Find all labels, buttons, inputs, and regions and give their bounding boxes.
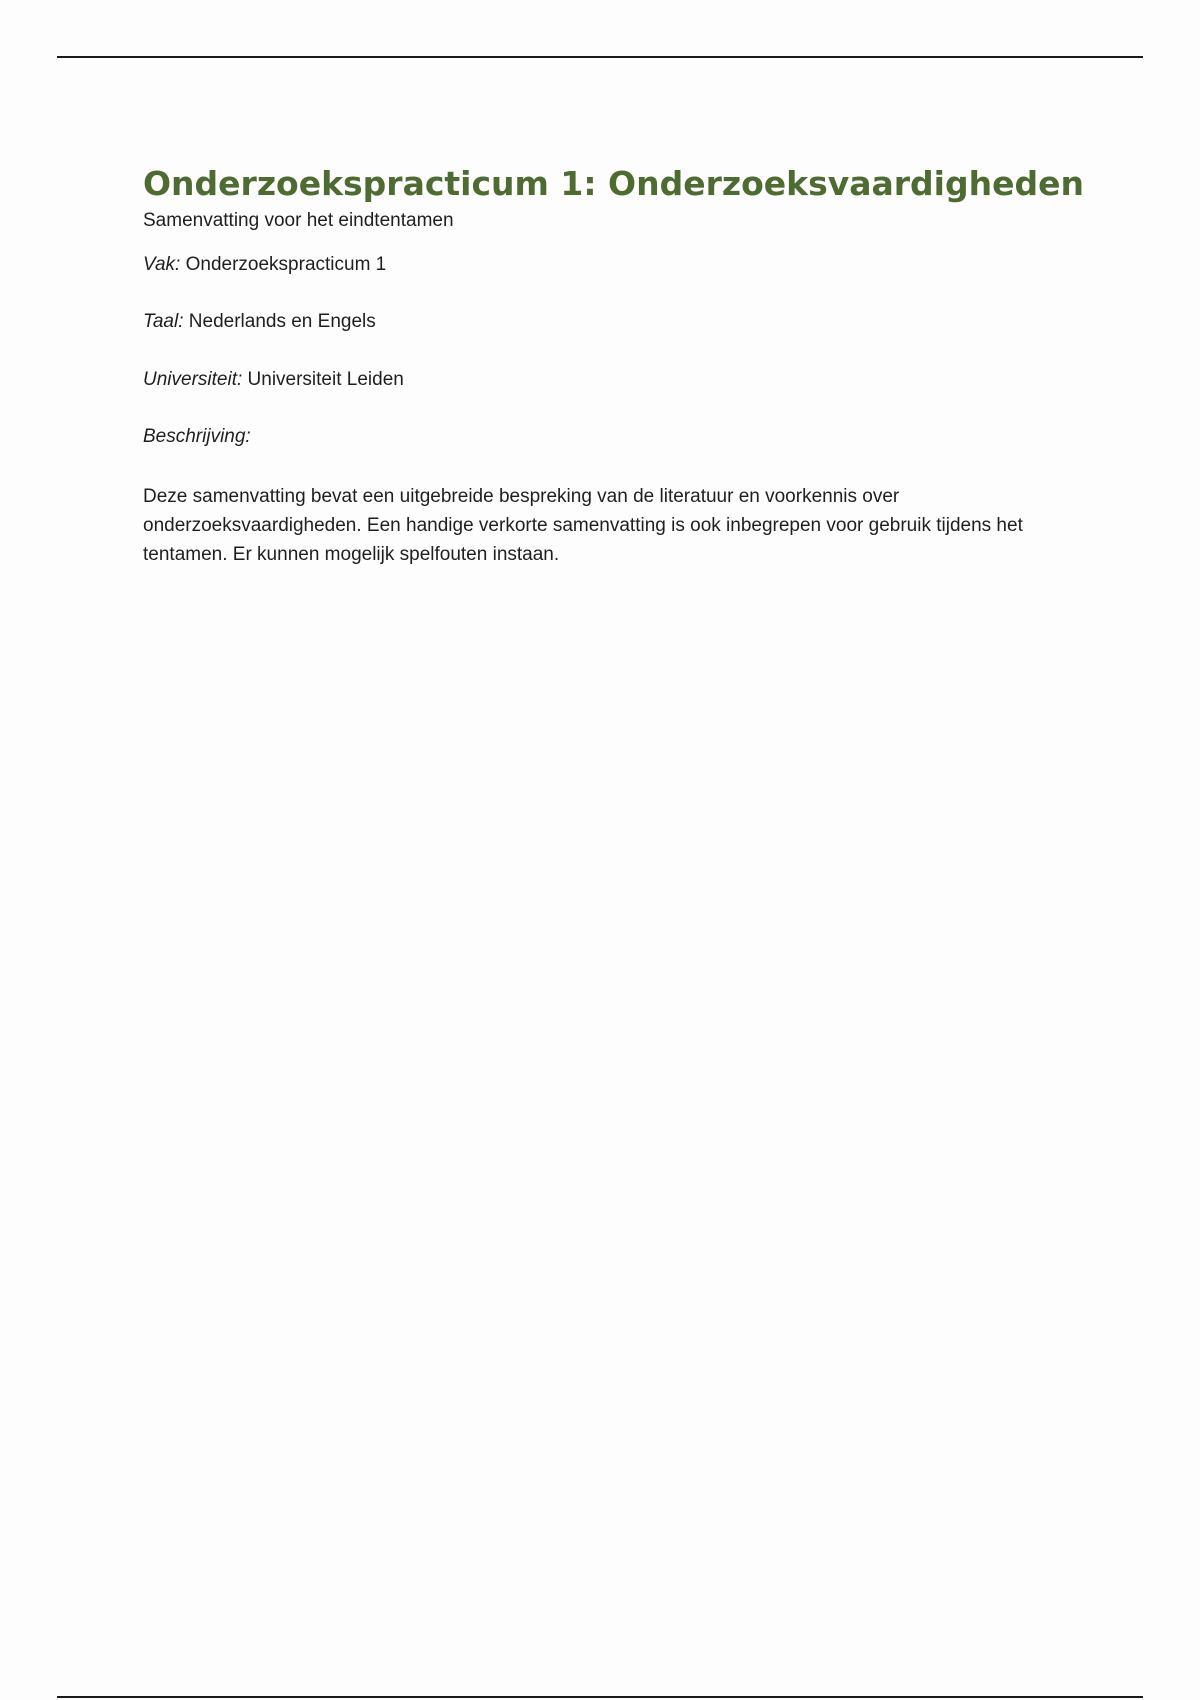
field-taal-label: Taal: [143,311,184,332]
field-beschrijving-label: Beschrijving: [143,426,251,447]
field-taal-value: Nederlands en Engels [183,311,376,332]
field-vak [143,252,1063,278]
field-vak-value: Onderzoekspracticum 1 [180,254,387,275]
field-universiteit [143,367,1063,393]
header-rule [57,56,1143,58]
footer-rule [57,1696,1143,1698]
field-universiteit-value: Universiteit Leiden [242,369,404,390]
field-universiteit-label: Universiteit: [143,369,243,390]
field-beschrijving [143,424,1063,450]
field-vak-label: Vak: [143,254,181,275]
document-body [143,160,1084,569]
description-paragraph: Deze samenvatting bevat een uitgebreide bespreking van de literatuur en voorkennis over onderzoeksvaardigheden. Een handige verkorte samenvatting is ook inbegrepen voor gebruik tijdens het tentamen. Er kunnen mogelijk spelfouten instaan. [143,486,1023,565]
document-title: Onderzoekspracticum 1: Onderzoeksvaardigheden [143,164,1084,203]
field-taal [143,309,1063,335]
document-subtitle: Samenvatting voor het eindtentamen [143,210,454,231]
